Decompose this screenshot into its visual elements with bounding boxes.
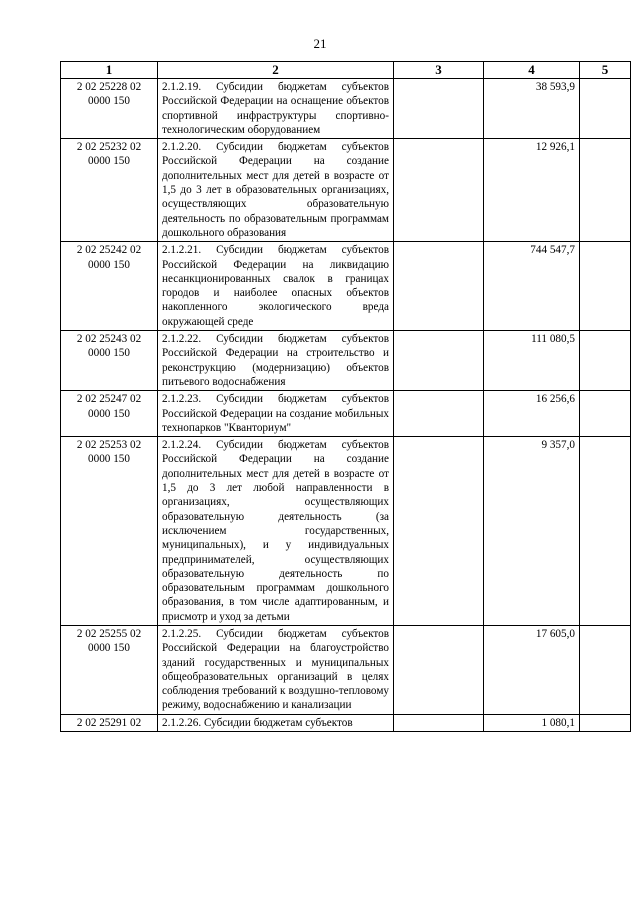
column-3-cell — [394, 391, 484, 437]
table-row — [61, 79, 631, 139]
amount-cell: 1 080,1 — [484, 714, 580, 731]
table-row — [61, 714, 631, 731]
table-body — [61, 79, 631, 732]
column-header-2: 2 — [158, 62, 394, 79]
amount-cell: 38 593,9 — [484, 79, 580, 139]
table-row — [61, 437, 631, 626]
budget-code-cell: 2 02 25243 02 0000 150 — [61, 331, 158, 391]
table-row — [61, 391, 631, 437]
column-5-cell — [580, 437, 631, 626]
budget-code-cell: 2 02 25247 02 0000 150 — [61, 391, 158, 437]
budget-code-cell: 2 02 25253 02 0000 150 — [61, 437, 158, 626]
table-row — [61, 625, 631, 714]
description-cell: 2.1.2.21. Субсидии бюджетам субъектов Российской Федерации на ликвидацию несанкционированных свалок в границах городов и наиболее опасных объектов накопленного экологического вреда окружающей среде — [158, 242, 394, 331]
table-header-row — [61, 62, 631, 79]
column-5-cell — [580, 625, 631, 714]
column-header-1: 1 — [61, 62, 158, 79]
column-header-5: 5 — [580, 62, 631, 79]
column-5-cell — [580, 79, 631, 139]
budget-code-cell: 2 02 25228 02 0000 150 — [61, 79, 158, 139]
budget-code-cell: 2 02 25291 02 — [61, 714, 158, 731]
column-5-cell — [580, 139, 631, 242]
description-cell: 2.1.2.20. Субсидии бюджетам субъектов Российской Федерации на создание дополнительных мест для детей в возрасте от 1,5 до 3 лет в образовательных организациях, осуществляющих образовательную деятельность по образовательным программам дошкольного образования — [158, 139, 394, 242]
amount-cell: 12 926,1 — [484, 139, 580, 242]
column-3-cell — [394, 437, 484, 626]
table-row — [61, 242, 631, 331]
table-row — [61, 331, 631, 391]
budget-table — [60, 61, 631, 732]
table-row — [61, 139, 631, 242]
column-5-cell — [580, 242, 631, 331]
column-3-cell — [394, 242, 484, 331]
column-5-cell — [580, 391, 631, 437]
column-5-cell — [580, 331, 631, 391]
amount-cell: 16 256,6 — [484, 391, 580, 437]
budget-code-cell: 2 02 25242 02 0000 150 — [61, 242, 158, 331]
budget-code-cell: 2 02 25232 02 0000 150 — [61, 139, 158, 242]
description-cell: 2.1.2.25. Субсидии бюджетам субъектов Российской Федерации на благоустройство зданий государственных и муниципальных общеобразовательных организаций в целях соблюдения требований к воздушно-тепловому режиму, водоснабжению и канализации — [158, 625, 394, 714]
description-cell: 2.1.2.24. Субсидии бюджетам субъектов Российской Федерации на создание дополнительных мест для детей в возрасте от 1,5 до 3 лет любой направленности в организациях, осуществляющих образовательную деятельность (за исключением государственных, муниципальных), и у индивидуальных предпринимателей, осуществляющих образовательную деятельность по образовательным программам дошкольного образования, в том числе адаптированным, и присмотр и уход за детьми — [158, 437, 394, 626]
column-3-cell — [394, 139, 484, 242]
description-cell: 2.1.2.19. Субсидии бюджетам субъектов Российской Федерации на оснащение объектов спортивной инфраструктуры спортивно-технологическим оборудованием — [158, 79, 394, 139]
column-5-cell — [580, 714, 631, 731]
page-number: 21 — [313, 36, 327, 51]
column-header-4: 4 — [484, 62, 580, 79]
amount-cell: 744 547,7 — [484, 242, 580, 331]
column-header-3: 3 — [394, 62, 484, 79]
column-3-cell — [394, 625, 484, 714]
column-3-cell — [394, 714, 484, 731]
description-cell: 2.1.2.23. Субсидии бюджетам субъектов Российской Федерации на создание мобильных технопарков "Кванториум" — [158, 391, 394, 437]
amount-cell: 17 605,0 — [484, 625, 580, 714]
amount-cell: 111 080,5 — [484, 331, 580, 391]
amount-cell: 9 357,0 — [484, 437, 580, 626]
column-3-cell — [394, 79, 484, 139]
budget-code-cell: 2 02 25255 02 0000 150 — [61, 625, 158, 714]
column-3-cell — [394, 331, 484, 391]
description-cell: 2.1.2.26. Субсидии бюджетам субъектов — [158, 714, 394, 731]
description-cell: 2.1.2.22. Субсидии бюджетам субъектов Российской Федерации на строительство и реконструкцию (модернизацию) объектов питьевого водоснабжения — [158, 331, 394, 391]
